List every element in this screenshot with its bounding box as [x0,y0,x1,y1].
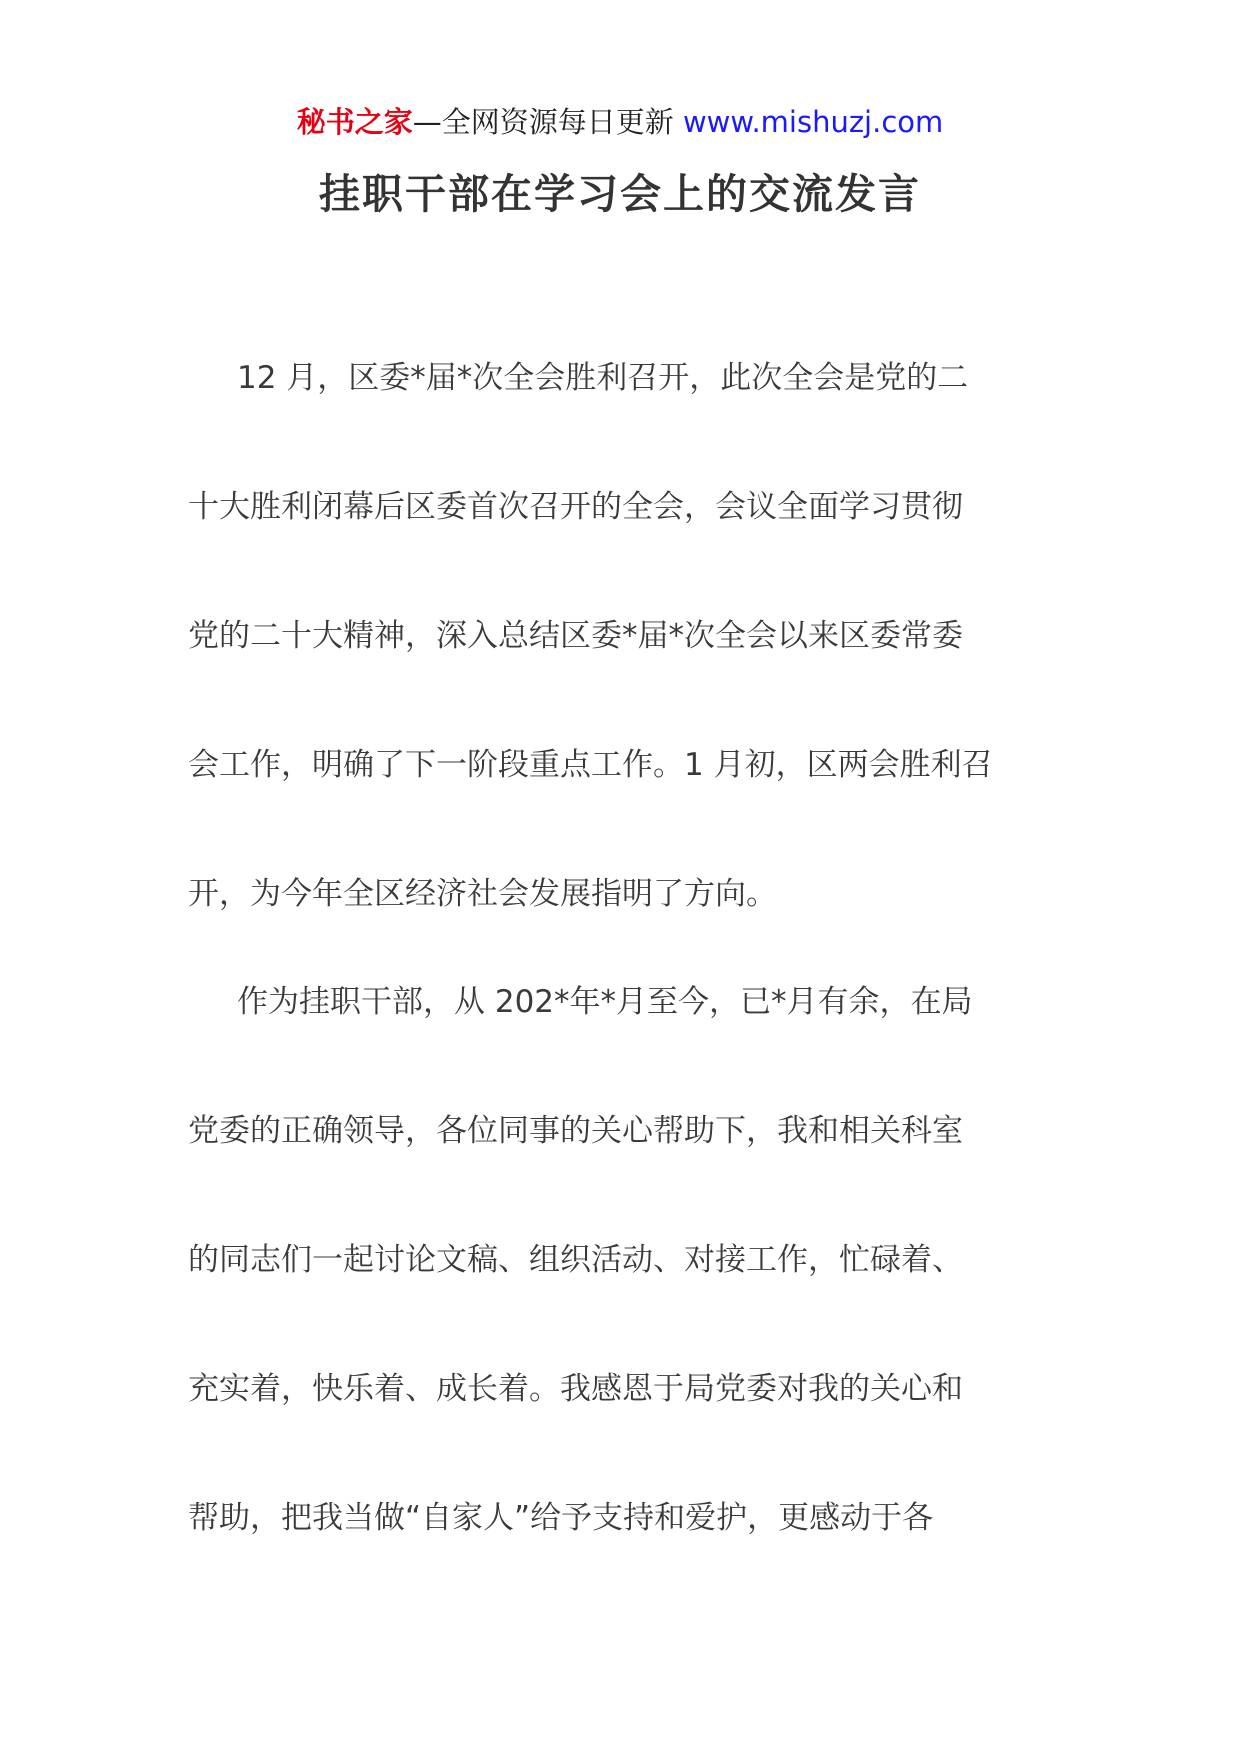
paragraph-line: 帮助，把我当做“自家人”给予支持和爱护，更感动于各 [188,1500,934,1536]
paragraph-line: 的同志们一起讨论文稿、组织活动、对接工作，忙碌着、 [188,1242,963,1278]
paragraph-line: 十大胜利闭幕后区委首次召开的全会，会议全面学习贯彻 [188,489,963,525]
paragraph-line: 12 月，区委*届*次全会胜利召开，此次全会是党的二 [237,360,969,396]
paragraph-line: 开，为今年全区经济社会发展指明了方向。 [188,876,777,912]
paragraph-line: 党委的正确领导，各位同事的关心帮助下，我和相关科室 [188,1113,963,1149]
site-header [0,100,1240,144]
paragraph-line: 会工作，明确了下一阶段重点工作。1 月初，区两会胜利召 [188,747,993,783]
paragraph-line: 作为挂职干部，从 202*年*月至今，已*月有余，在局 [237,984,973,1020]
site-url-link[interactable]: www.mishuzj.com [682,105,944,139]
header-slogan: —全网资源每日更新 [412,105,683,139]
brand-name: 秘书之家 [296,105,413,139]
paragraph-line: 充实着，快乐着、成长着。我感恩于局党委对我的关心和 [188,1371,963,1407]
paragraph-line: 党的二十大精神，深入总结区委*届*次全会以来区委常委 [188,618,963,654]
document-title: 挂职干部在学习会上的交流发言 [319,170,921,218]
